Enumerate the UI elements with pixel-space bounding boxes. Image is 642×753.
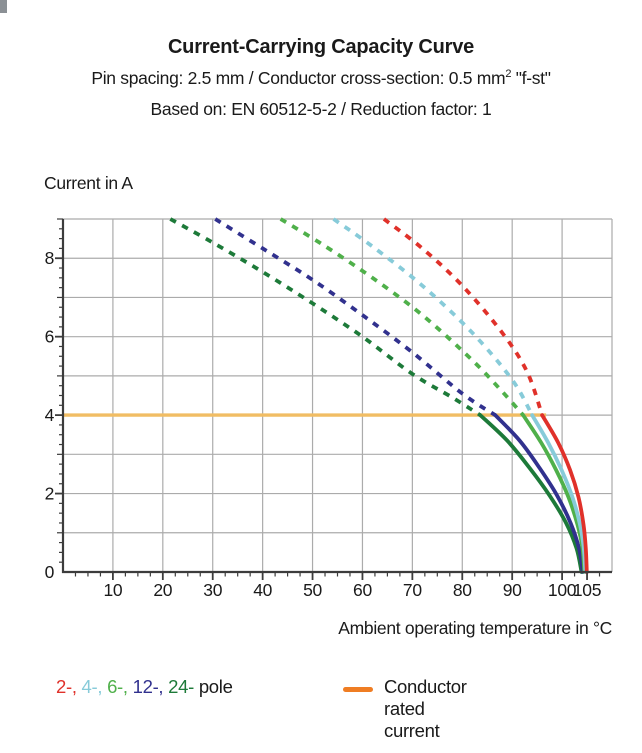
x-tick-label: 80 [452,580,472,600]
legend-pole-item: 6-, [107,676,133,697]
rated-current-line-swatch [343,687,373,692]
legend-pole-word: pole [198,676,233,697]
series-6-pole-dashed-curve [281,219,524,415]
x-tick-label: 20 [153,580,173,600]
y-axis-title: Current in A [44,173,133,193]
x-tick-label: 105 [572,580,602,600]
x-tick-label: 10 [103,580,123,600]
legend-pole-item: 12-, [132,676,169,697]
subtitle-suffix: "f-st" [511,68,551,88]
rated-current-label: Conductor rated current [384,676,467,741]
x-tick-label: 50 [303,580,322,600]
series-24-pole-dashed-curve [170,219,480,415]
y-tick-label: 6 [44,326,54,347]
legend-pole-counts [56,676,233,698]
x-tick-label: 90 [502,580,522,600]
subtitle-superscript: 2 [505,68,512,81]
x-tick-label: 40 [253,580,273,600]
chart-basis-line: Based on: EN 60512-5-2 / Reduction factor: 1 [150,99,492,119]
series-2-pole-dashed-curve [384,219,542,415]
series-12-pole-dashed-curve [215,219,495,415]
chart-title: Current-Carrying Capacity Curve [167,36,475,58]
x-tick-label: 30 [203,580,223,600]
y-tick-label: 2 [44,483,54,504]
subtitle-prefix: Pin spacing: 2.5 mm / Conductor cross-section: 0.5 mm [91,68,506,88]
y-tick-label: 0 [44,562,54,582]
legend-pole-item: 4-, [81,676,108,697]
legend-pole-item: 24- [168,676,199,697]
y-tick-label: 4 [44,405,54,426]
legend-pole-item: 2-, [56,676,82,697]
x-tick-label: 100 [547,580,577,600]
y-tick-label: 8 [44,248,54,269]
x-tick-label: 60 [353,580,372,600]
x-axis-title: Ambient operating temperature in °C [338,618,612,638]
x-tick-label: 70 [402,580,422,600]
